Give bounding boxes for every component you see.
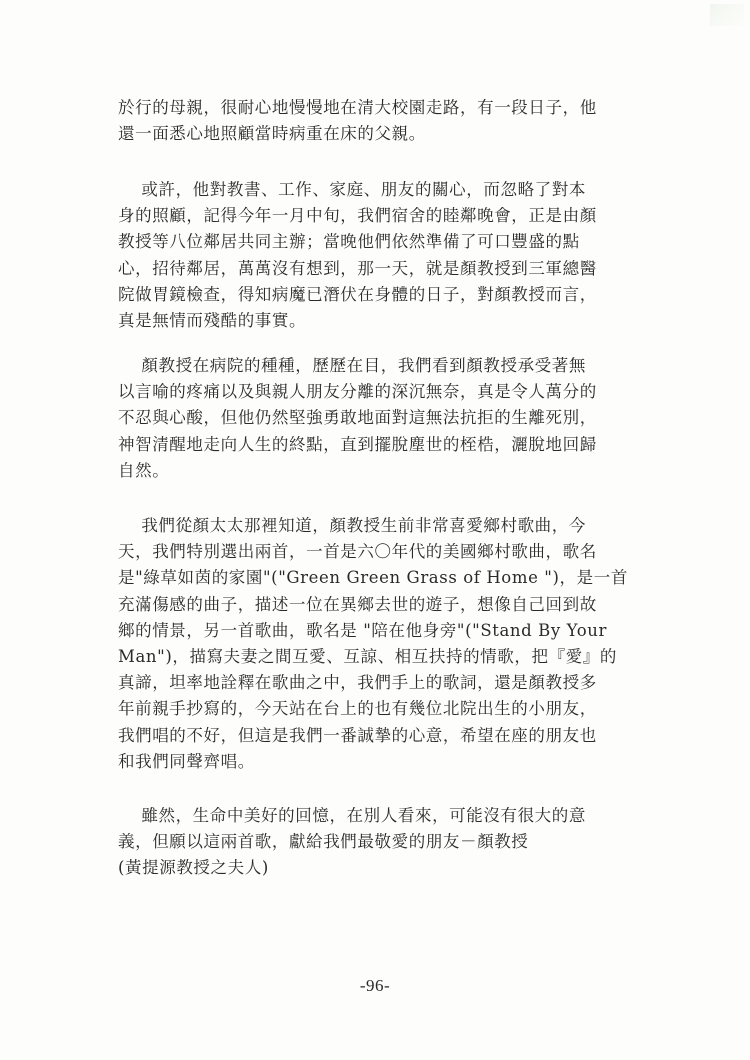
paragraph-hospital-days: 顏教授在病院的種種，歷歷在目，我們看到顏教授承受著無 以言喻的疼痛以及與親人朋友分離的深沉無奈，真是令人萬分的 不忍與心酸，但他仍然堅強勇敢地面對這無法抗拒的生離死別， 神智清醒地走向人生的終點，直到擺脫塵世的桎梏，灑脫地回歸 自然。	[118, 356, 597, 480]
paragraph-neglected-health: 或許，他對教書、工作、家庭、朋友的關心，而忽略了對本 身的照顧，記得今年一月中旬，我們宿舍的睦鄰晚會，正是由顏 教授等八位鄰居共同主辦；當晚他們依然準備了可口豐盛的點 心，招待鄰居，萬萬沒有想到，那一天，就是顏教授到三軍總醫 院做胃鏡檢查，得知病魔已潛伏在身體的日子，對顏教授而言， 真是無情而殘酷的事實。	[118, 180, 597, 331]
page-number: -96-	[359, 976, 391, 995]
scan-corner-mark	[710, 4, 744, 26]
paragraph-country-songs: 我們從顏太太那裡知道，顏教授生前非常喜愛鄉村歌曲，今 天，我們特別選出兩首，一首是六〇年代的美國鄉村歌曲，歌名 是"綠草如茵的家園"("Green Green Grass of Home ")，是一首 充滿傷感的曲子，描述一位在異鄉去世的遊子，想像自己回到故 鄉的情景，另一首歌曲，歌名是 "陪在他身旁"("Stand By Your Man")，描寫夫妻之間互愛、互諒、相互扶持的情歌，把『愛』的 真諦，坦率地詮釋在歌曲之中，我們手上的歌詞，還是顏教授多 年前親手抄寫的，今天站在台上的也有幾位北院出生的小朋友， 我們唱的不好，但這是我們一番誠摯的心意，希望在座的朋友也 和我們同聲齊唱。	[118, 516, 628, 771]
paragraph-mother-campus-walk: 於行的母親，很耐心地慢慢地在清大校園走路，有一段日子，他 還一面悉心地照顧當時病重在床的父親。	[118, 98, 597, 144]
paragraph-dedication: 雖然，生命中美好的回憶，在別人看來，可能沒有很大的意 義，但願以這兩首歌，獻給我們最敬愛的朋友－顏教授 (黃提源教授之夫人)	[118, 806, 586, 878]
